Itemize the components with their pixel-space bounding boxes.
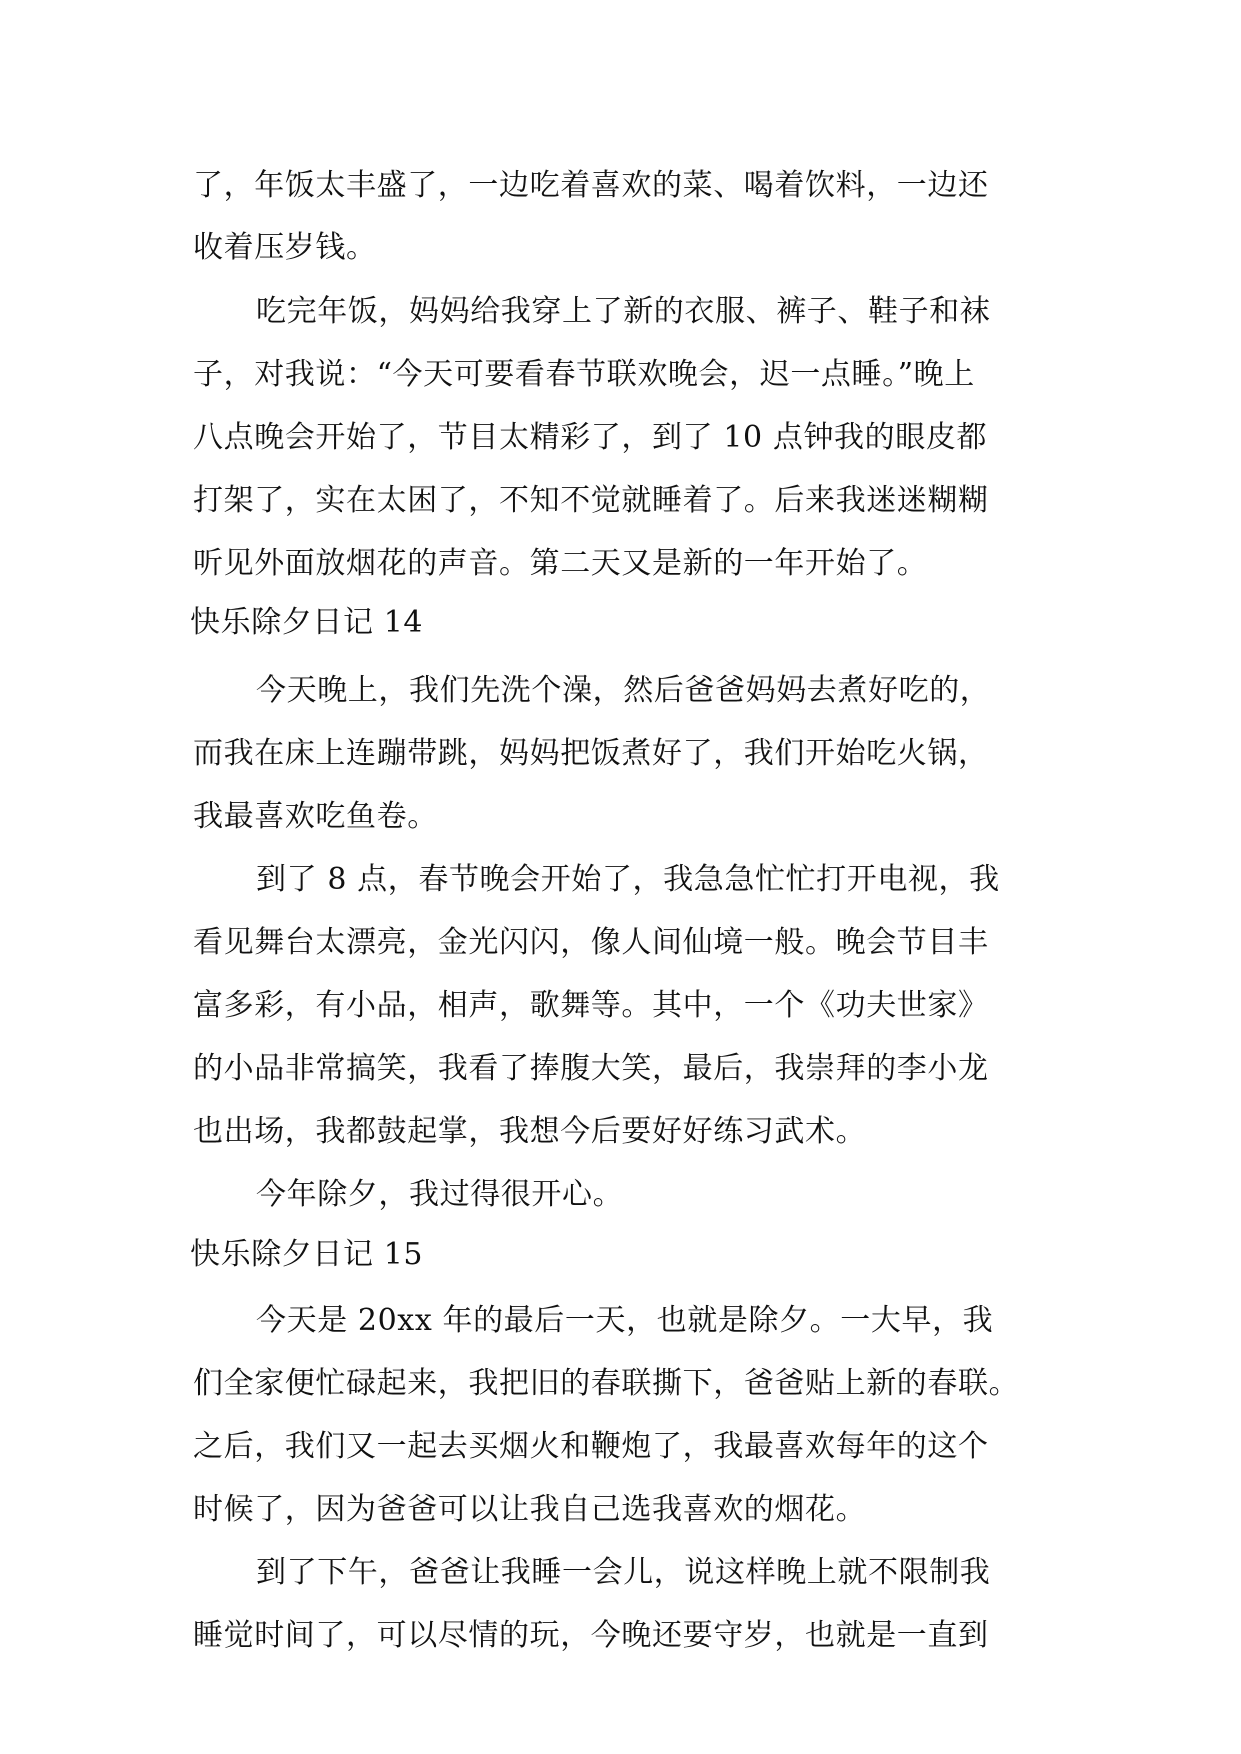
paragraph-line: 今天晚上，我们先洗个澡，然后爸爸妈妈去煮好吃的， bbox=[256, 673, 991, 708]
paragraph-line: 看见舞台太漂亮，金光闪闪，像人间仙境一般。晚会节目丰 bbox=[193, 925, 989, 960]
paragraph-line: 子，对我说：“今天可要看春节联欢晚会，迟一点睡。”晚上 bbox=[193, 357, 975, 392]
paragraph-line: 之后，我们又一起去买烟火和鞭炮了，我最喜欢每年的这个 bbox=[193, 1429, 989, 1464]
paragraph-line: 今年除夕，我过得很开心。 bbox=[256, 1177, 624, 1212]
paragraph-line: 了，年饭太丰盛了，一边吃着喜欢的菜、喝着饮料，一边还 bbox=[193, 168, 989, 203]
paragraph-line: 富多彩，有小品，相声，歌舞等。其中，一个《功夫世家》 bbox=[193, 988, 989, 1023]
paragraph-line: 时候了，因为爸爸可以让我自己选我喜欢的烟花。 bbox=[193, 1492, 867, 1527]
paragraph-line: 到了 8 点，春节晚会开始了，我急急忙忙打开电视，我 bbox=[256, 862, 1000, 897]
section-heading: 快乐除夕日记 15 bbox=[190, 1237, 424, 1272]
paragraph-line: 们全家便忙碌起来，我把旧的春联撕下，爸爸贴上新的春联。 bbox=[193, 1366, 1020, 1401]
paragraph-line: 我最喜欢吃鱼卷。 bbox=[193, 799, 438, 834]
paragraph-line: 收着压岁钱。 bbox=[193, 230, 377, 265]
paragraph-line: 而我在床上连蹦带跳，妈妈把饭煮好了，我们开始吃火锅， bbox=[193, 736, 989, 771]
paragraph-line: 睡觉时间了，可以尽情的玩，今晚还要守岁，也就是一直到 bbox=[193, 1618, 989, 1653]
paragraph-line: 八点晚会开始了，节目太精彩了，到了 10 点钟我的眼皮都 bbox=[193, 420, 988, 455]
paragraph-line: 到了下午，爸爸让我睡一会儿，说这样晚上就不限制我 bbox=[256, 1555, 991, 1590]
paragraph-line: 打架了，实在太困了，不知不觉就睡着了。后来我迷迷糊糊 bbox=[193, 483, 989, 518]
paragraph-line: 的小品非常搞笑，我看了捧腹大笑，最后，我崇拜的李小龙 bbox=[193, 1051, 989, 1086]
paragraph-line: 也出场，我都鼓起掌，我想今后要好好练习武术。 bbox=[193, 1114, 867, 1149]
paragraph-line: 听见外面放烟花的声音。第二天又是新的一年开始了。 bbox=[193, 546, 928, 581]
paragraph-line: 今天是 20xx 年的最后一天，也就是除夕。一大早，我 bbox=[256, 1303, 994, 1338]
section-heading: 快乐除夕日记 14 bbox=[190, 605, 424, 640]
paragraph-line: 吃完年饭，妈妈给我穿上了新的衣服、裤子、鞋子和袜 bbox=[256, 294, 991, 329]
